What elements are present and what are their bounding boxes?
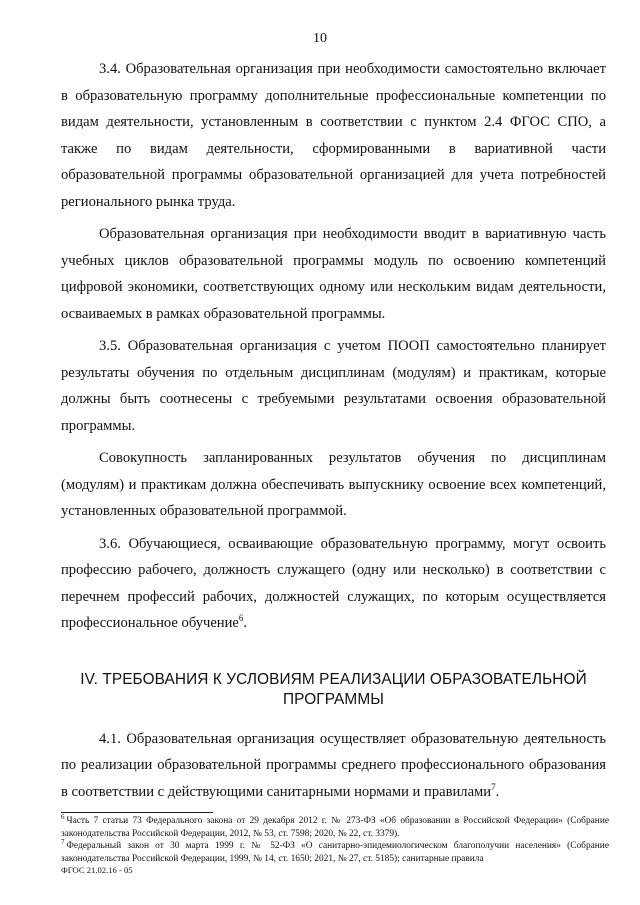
paragraph-text: Совокупность запланированных результатов обучения по дисциплинам (модулям) и практикам должна обеспечивать выпускнику освоение всех компетенций, установленных образовательной программой. bbox=[61, 450, 606, 519]
document-code: ФГОС 21.02.16 - 05 bbox=[61, 865, 133, 876]
footnote-ref-6[interactable]: 6 bbox=[238, 613, 244, 624]
paragraph-4-1: 4.1. Образовательная организация осуществляет образовательную деятельность по реализации образовательной программы среднего профессионального образования в соответствии с действующими санитарными нормами и правилами$^7$. bbox=[61, 730, 606, 800]
paragraph-text: 4.1. Образовательная организация осуществляет образовательную деятельность по реализации образовательной программы среднего профессионального образования в соответствии с действующими санитарными нормами и правилами bbox=[61, 730, 606, 800]
section-heading bbox=[61, 670, 606, 710]
section-heading-line-2: ПРОГРАММЫ bbox=[283, 690, 384, 708]
paragraph-digital-economy bbox=[61, 221, 606, 327]
paragraph-text: 3.6. Обучающиеся, осваивающие образовательную программу, могут освоить профессию рабочего, должность служащего (одну или несколько) в соответствии с перечнем профессий рабочих, должностей служащих, по которым осуществляется профессиональное обучение bbox=[61, 535, 606, 631]
paragraph-text: 3.5. Образовательная организация с учетом ПООП самостоятельно планирует результаты обучения по отдельным дисциплинам (модулям) и практикам, которые должны быть соотнесены с требуемыми результатами освоения образовательной программы. bbox=[61, 338, 606, 434]
document-body bbox=[61, 56, 606, 805]
footnote-mark: 7 bbox=[61, 838, 65, 847]
footnote-ref-7[interactable]: 7 bbox=[491, 781, 496, 792]
footnote-text: Часть 7 статьи 73 Федерального закона от 29 декабря 2012 г. № 273-ФЗ «Об образовании в Российской Федерации» (Собрание законодательства Российской Федерации, 2012, № 53, ст. 7598; 2020, № 22, ст. 3379). bbox=[61, 816, 609, 839]
footnote-divider bbox=[61, 812, 213, 813]
footnote-7 bbox=[61, 840, 609, 865]
paragraph-3-5 bbox=[61, 333, 606, 439]
page-number: 10 bbox=[313, 31, 327, 46]
footnotes bbox=[61, 812, 609, 876]
section-heading-line-1: IV. ТРЕБОВАНИЯ К УСЛОВИЯМ РЕАЛИЗАЦИИ ОБРАЗОВАТЕЛЬНОЙ bbox=[80, 670, 587, 688]
paragraph-text: Образовательная организация при необходимости вводит в вариативную часть учебных циклов образовательной программы модуль по освоению компетенций цифровой экономики, соответствующих одному или нескольким видам деятельности, осваиваемых в рамках образовательной программы. bbox=[61, 226, 606, 322]
footnote-mark: 6 bbox=[61, 812, 65, 821]
footnote-6 bbox=[61, 812, 609, 840]
paragraph-learning-results bbox=[61, 445, 606, 525]
footnote-text: Федеральный закон от 30 марта 1999 г. № 52-ФЗ «О санитарно-эпидемиологическом благополучии населения» (Собрание законодательства Российской Федерации, 1999, № 14, ст. 1650; 2021, № 27, ст. 5185); санитарные правила bbox=[61, 841, 609, 864]
paragraph-3-4 bbox=[61, 56, 606, 215]
paragraph-text: 3.4. Образовательная организация при необходимости самостоятельно включает в образовательную программу дополнительные профессиональные компетенции по видам деятельности, установленным в соответствии с пунктом 2.4 ФГОС СПО, а также по видам деятельности, сформированными в вариативной части образовательной программы образовательной организацией для учета потребностей регионального рынка труда. bbox=[61, 61, 606, 210]
paragraph-3-6: 3.6. Обучающиеся, осваивающие образовательную программу, могут освоить профессию рабочего, должность служащего (одну или несколько) в соответствии с перечнем профессий рабочих, должностей служащих, по которым осуществляется профессиональное обучение$^6$. bbox=[61, 535, 606, 631]
